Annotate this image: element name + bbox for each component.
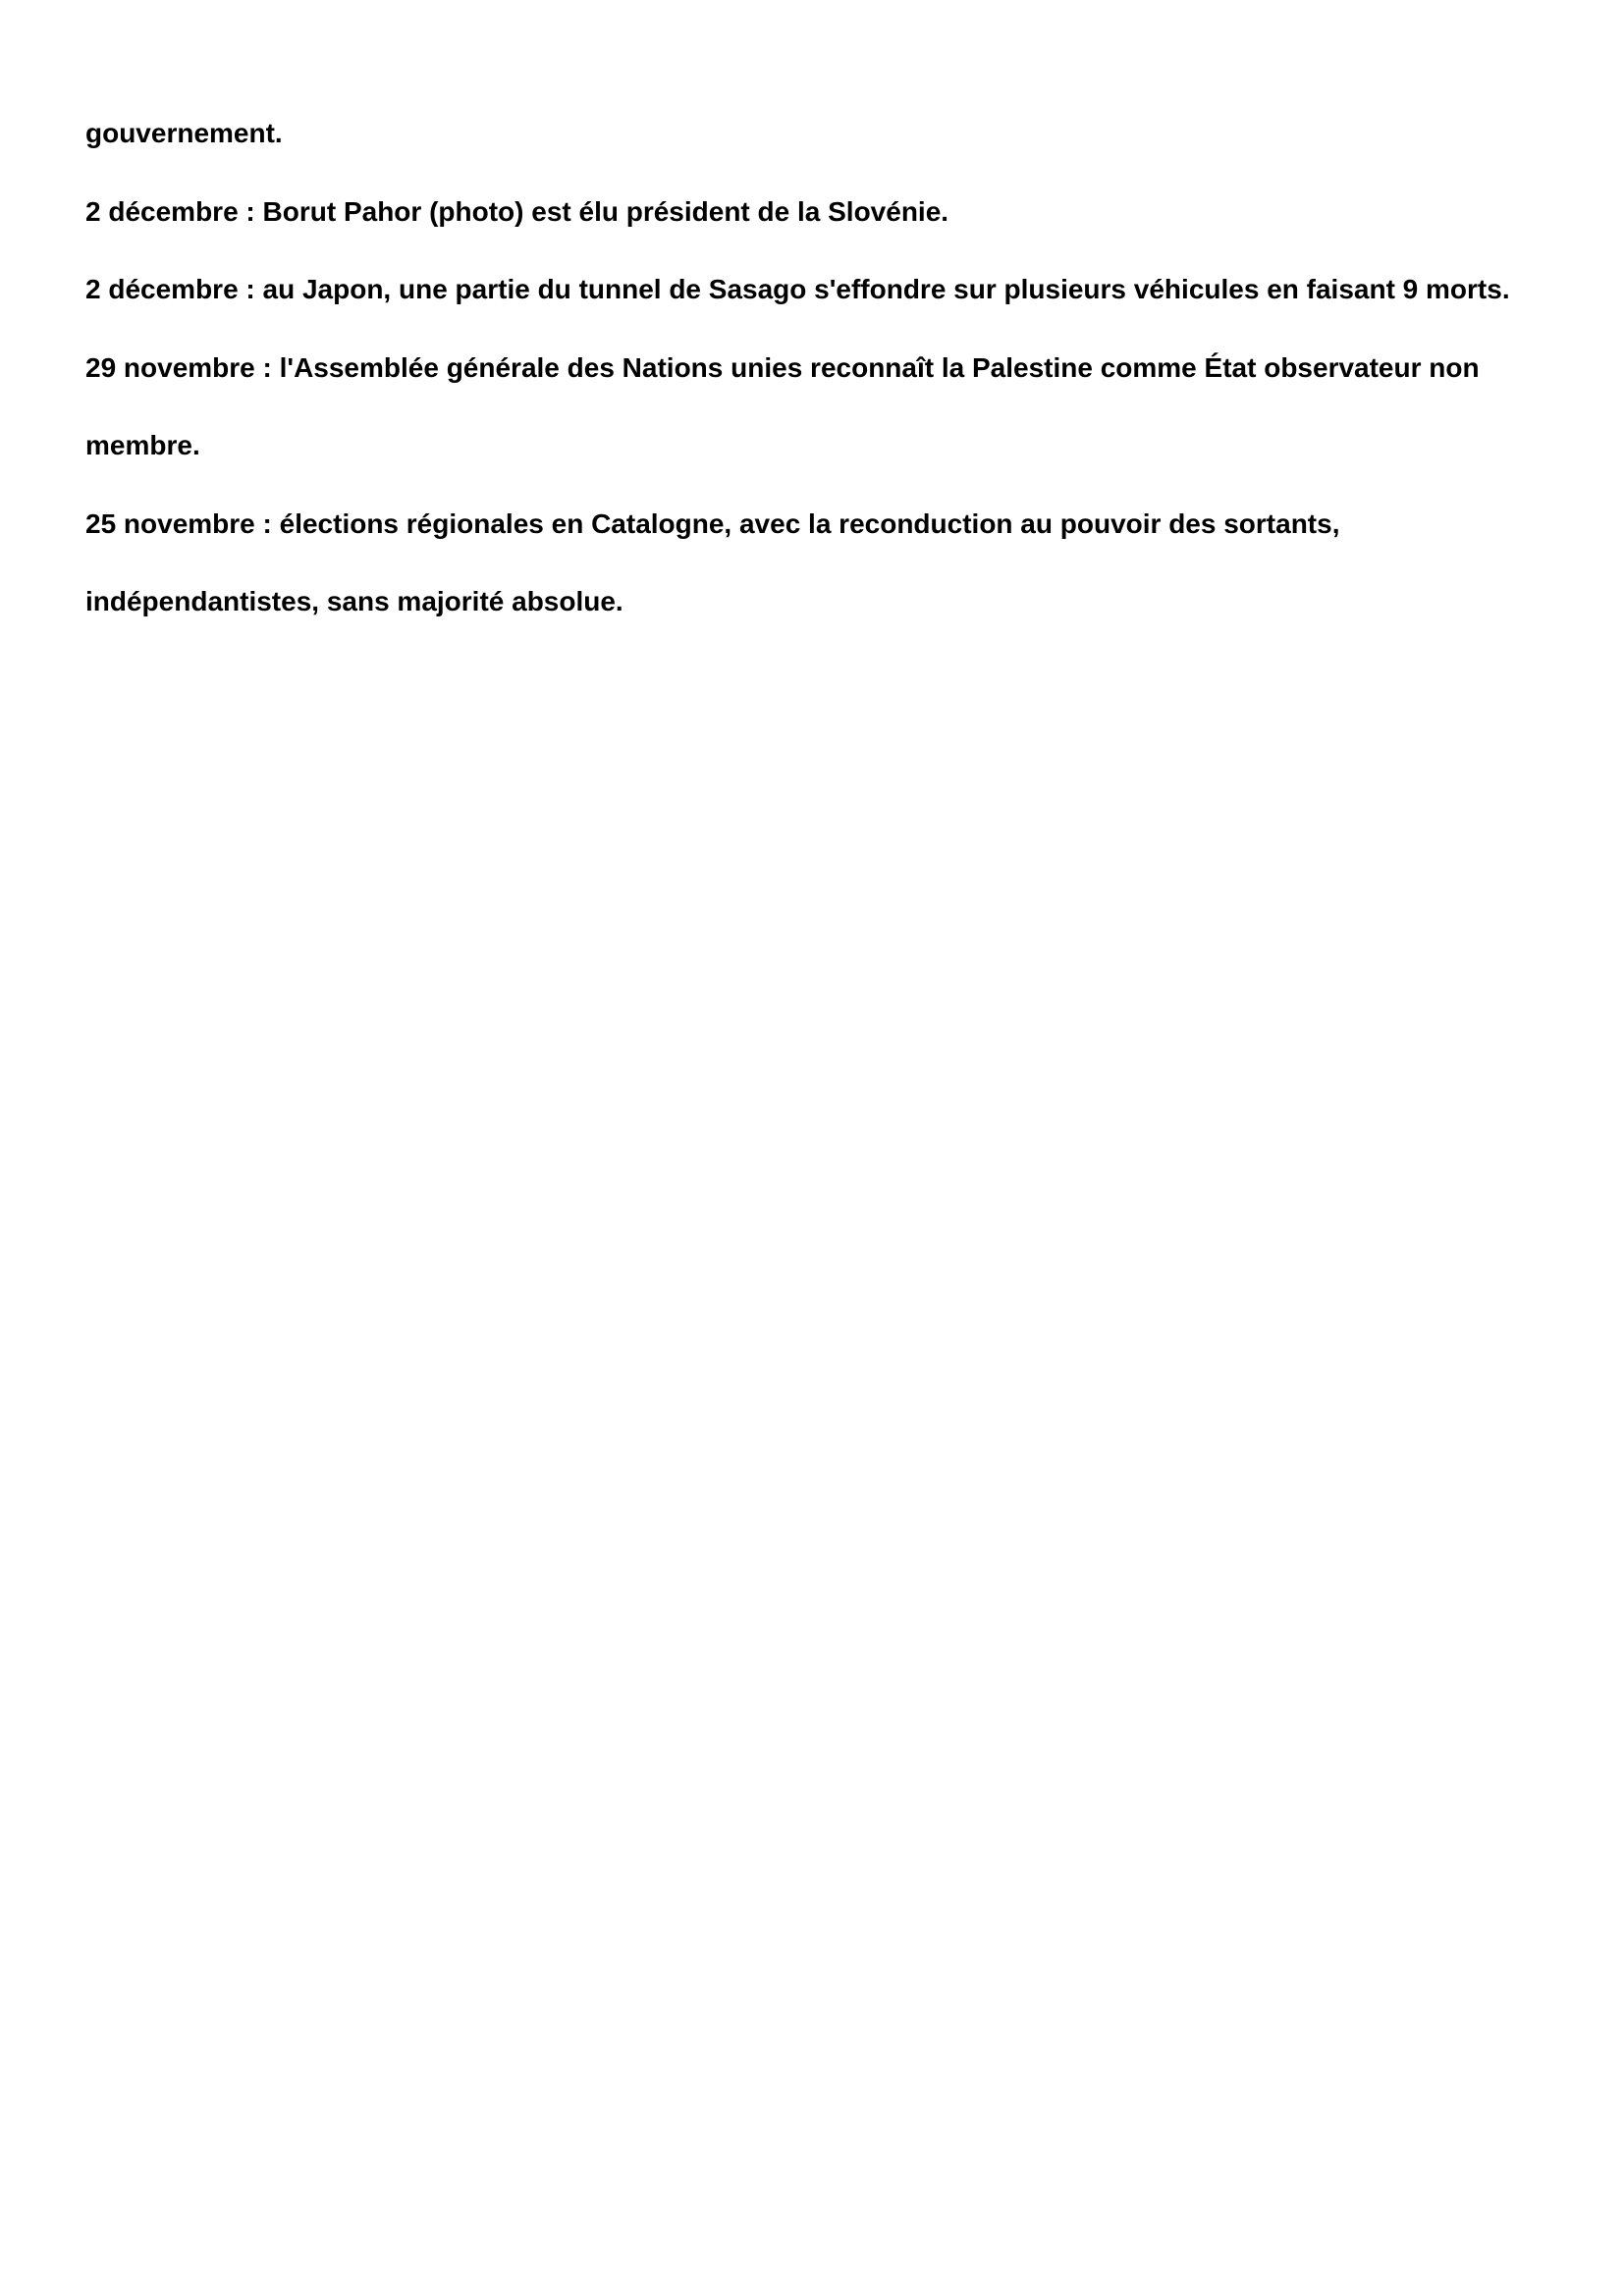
- text-line-event-pahor: 2 décembre : Borut Pahor (photo) est élu président de la Slovénie.: [85, 195, 949, 227]
- text-line-continuation: gouvernement.: [85, 118, 283, 148]
- text-line-event-catalogne-cont: indépendantistes, sans majorité absolue.: [85, 586, 623, 616]
- text-line-event-palestine: 29 novembre : l'Assemblée générale des Nations unies reconnaît la Palestine comme État observateur non: [85, 351, 1480, 383]
- text-line-event-sasago: 2 décembre : au Japon, une partie du tunnel de Sasago s'effondre sur plusieurs véhicules en faisant 9 morts.: [85, 274, 1510, 304]
- document-body: [85, 94, 1539, 641]
- text-line-event-catalogne: 25 novembre : élections régionales en Catalogne, avec la reconduction au pouvoir des sortants,: [85, 507, 1340, 539]
- text-line-event-palestine-cont: membre.: [85, 430, 200, 460]
